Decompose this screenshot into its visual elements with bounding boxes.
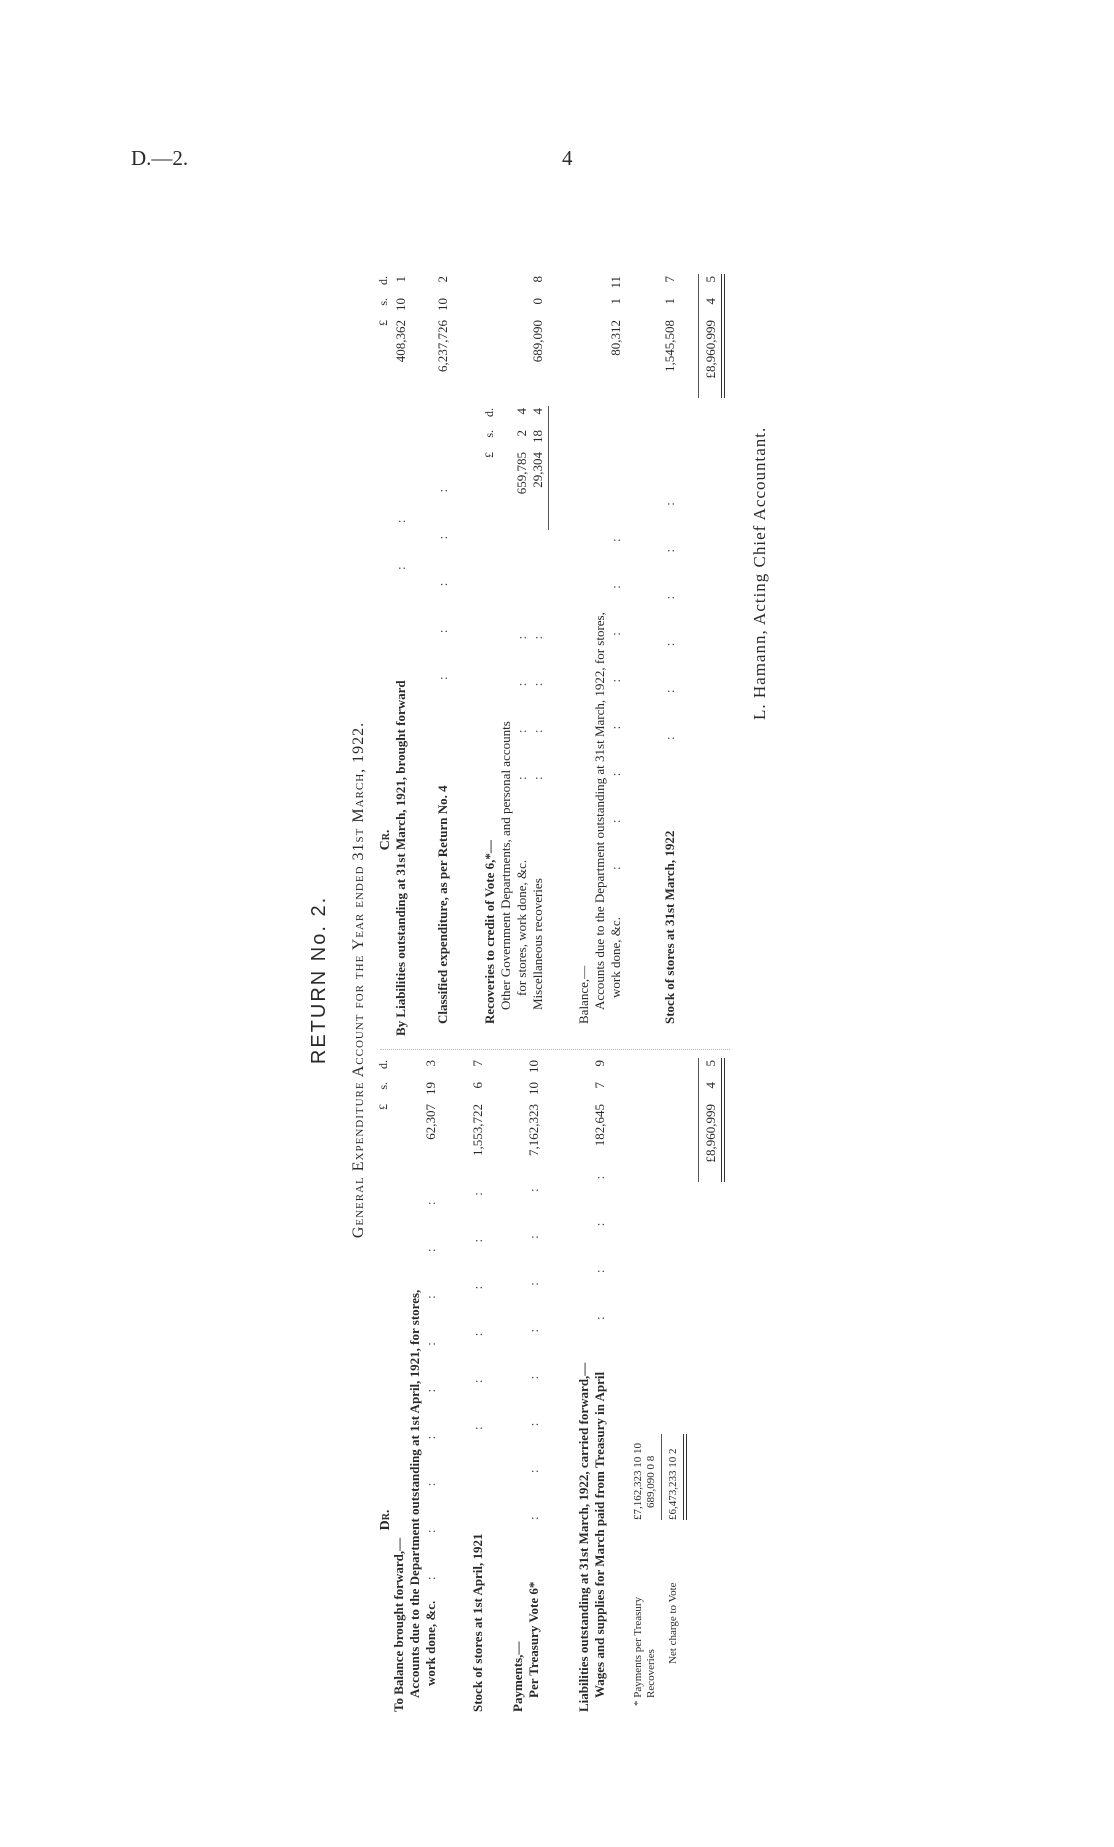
leader-dots: : : : : : : bbox=[662, 482, 677, 740]
credit-total-rule bbox=[698, 274, 699, 398]
credit-other-govt-line1: Other Government Departments, and personal accounts bbox=[498, 721, 513, 1010]
credit-sub-amount-misc: 29,304184 bbox=[530, 408, 545, 488]
leader-dots: : : : : bbox=[514, 615, 529, 780]
leader-dots: : : : : : : bbox=[470, 1172, 485, 1430]
credit-accounts-due-line1: Accounts due to the Department outstanding at 31st March, 1922, for stores, bbox=[592, 612, 607, 1010]
credit-accounts-due-line2: work done, &c. bbox=[608, 917, 623, 998]
credit-total-double-rule bbox=[721, 274, 725, 398]
rotated-account-page bbox=[280, 240, 840, 1720]
footnote-payments-label: * Payments per Treasury bbox=[632, 1596, 644, 1706]
debit-amount-stock: 1,553,72267 bbox=[470, 1060, 485, 1156]
column-divider bbox=[380, 1049, 730, 1050]
credit-misc-line: Miscellaneous recoveries bbox=[530, 878, 545, 1010]
debit-total: £8,960,99945 bbox=[703, 1060, 718, 1163]
footnote-double-rule bbox=[683, 1434, 687, 1520]
debit-total-rule bbox=[698, 1058, 699, 1182]
credit-amount-stock: 1,545,50817 bbox=[662, 276, 677, 372]
credit-stock-line: Stock of stores at 31st March, 1922 bbox=[662, 830, 677, 1024]
credit-column-heads: £s.d. bbox=[376, 276, 390, 326]
credit-amount-recoveries: 689,09008 bbox=[530, 276, 545, 363]
debit-liabilities-line1: Liabilities outstanding at 31st March, 1922, carried forward,— bbox=[576, 1362, 591, 1712]
account-subtitle: General Expenditure Account for the Year ended 31st March, 1922. bbox=[350, 721, 367, 1239]
leader-dots: : : : : : : : : bbox=[526, 1168, 541, 1520]
page-number: 4 bbox=[562, 146, 573, 170]
credit-amount-accounts-due: 80,312111 bbox=[608, 276, 623, 356]
leader-dots: : : bbox=[393, 499, 408, 570]
debit-accounts-due-line2: work done, &c. bbox=[423, 1600, 438, 1686]
credit-caption: Cr. bbox=[378, 829, 393, 851]
document-reference: D.—2. bbox=[131, 146, 189, 170]
footnote-recoveries-value: 689,090 0 8 bbox=[645, 1455, 657, 1508]
return-title: RETURN No. 2. bbox=[308, 895, 330, 1065]
leader-dots: : : : : : : : : : bbox=[423, 1181, 438, 1580]
leader-dots: : : : : bbox=[530, 615, 545, 780]
pounds-head: £ bbox=[376, 1104, 390, 1110]
footnote-payments-value: £7,162,323 10 10 bbox=[632, 1443, 644, 1520]
footnote-net-label: Net charge to Vote bbox=[667, 1582, 679, 1664]
debit-balance-heading: To Balance brought forward,— bbox=[391, 1537, 406, 1712]
credit-sub-rule bbox=[548, 406, 549, 530]
credit-other-govt-line2: for stores, work done, &c. bbox=[514, 859, 529, 996]
debit-total-double-rule bbox=[721, 1058, 725, 1182]
debit-caption: Dr. bbox=[378, 1509, 393, 1531]
footnote-net-value: £6,473,233 10 2 bbox=[667, 1448, 679, 1520]
footnote-rule bbox=[661, 1434, 662, 1520]
pence-head: d. bbox=[376, 1060, 390, 1069]
debit-accounts-due-line1: Accounts due to the Department outstanding at 1st April, 1921, for stores, bbox=[407, 1289, 422, 1698]
debit-stock-line: Stock of stores at 1st April, 1921 bbox=[470, 1533, 485, 1712]
credit-sub-column-heads: £s.d. bbox=[482, 408, 496, 458]
debit-amount-liabilities: 182,64579 bbox=[592, 1060, 607, 1147]
footnote-recoveries-label: Recoveries bbox=[645, 1649, 657, 1698]
debit-column-heads bbox=[376, 1060, 391, 1182]
shillings-head: s. bbox=[376, 1082, 390, 1090]
credit-amount-liabilities: 408,362101 bbox=[393, 276, 408, 363]
credit-liabilities-line: By Liabilities outstanding at 31st March, 1921, brought forward bbox=[393, 680, 408, 1036]
debit-amount-accounts-due: 62,307193 bbox=[423, 1060, 438, 1140]
signature: L. Hamann, Acting Chief Accountant. bbox=[750, 426, 769, 720]
debit-amount-per-treasury: 7,162,3231010 bbox=[526, 1060, 541, 1156]
debit-payments-heading: Payments,— bbox=[510, 1641, 525, 1712]
credit-recoveries-heading: Recoveries to credit of Vote 6,*— bbox=[482, 840, 497, 1024]
credit-balance-heading: Balance,— bbox=[576, 965, 591, 1024]
credit-total: £8,960,99945 bbox=[703, 276, 718, 379]
debit-per-treasury-line: Per Treasury Vote 6* bbox=[526, 1581, 541, 1698]
leader-dots: : : : : bbox=[592, 1155, 607, 1320]
leader-dots: : : : : : : : : bbox=[608, 518, 623, 870]
credit-sub-amount-other-govt: 659,78524 bbox=[514, 408, 529, 495]
debit-liabilities-line2: Wages and supplies for March paid from Treasury in April bbox=[592, 1371, 607, 1698]
leader-dots: : : : : : bbox=[435, 468, 450, 680]
credit-classified-line: Classified expenditure, as per Return No. 4 bbox=[435, 785, 450, 1024]
credit-amount-classified: 6,237,726102 bbox=[435, 276, 450, 372]
